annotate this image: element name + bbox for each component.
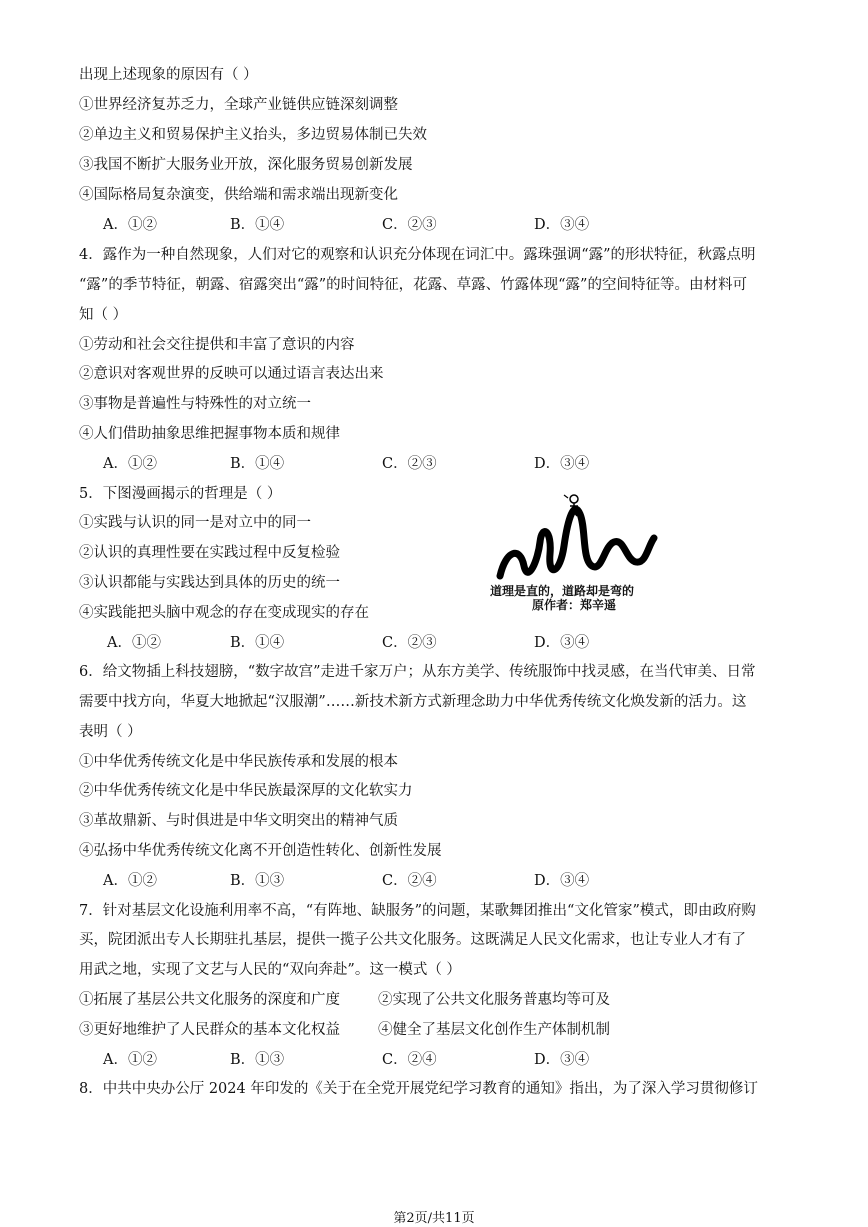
question-8-text: 8．中共中央办公厅 2024 年印发的《关于在全党开展党纪学习教育的通知》指出，为了深入学习贯彻修订 [79, 1081, 758, 1097]
question-4-text: 知（ ） [79, 307, 128, 323]
question-7-text: 7．针对基层文化设施利用率不高，“有阵地、缺服务”的问题，某歌舞团推出“文化管家”模式，即由政府购 [79, 903, 756, 919]
option-d[interactable]: D．③④ [534, 456, 590, 472]
question-6-text: 表明（ ） [79, 724, 142, 740]
option-c[interactable]: C．②③ [382, 635, 437, 651]
option-b[interactable]: B．①④ [230, 635, 285, 651]
statement-item: ②认识的真理性要在实践过程中反复检验 [79, 545, 340, 561]
question-4-text: 4．露作为一种自然现象，人们对它的观察和认识充分体现在词汇中。露珠强调“露”的形状特征，秋露点明 [79, 247, 756, 263]
question-7-text: 用武之地，实现了文艺与人民的“双向奔赴”。这一模式（ ） [79, 962, 461, 978]
statement-item: ④国际格局复杂演变，供给端和需求端出现新变化 [79, 187, 398, 203]
statement-item: ③认识都能与实践达到具体的历史的统一 [79, 575, 340, 591]
statement-item: ④实践能把头脑中观念的存在变成现实的存在 [79, 605, 369, 621]
statement-item: ①世界经济复苏乏力，全球产业链供应链深刻调整 [79, 97, 398, 113]
cartoon-author: 原作者：郑辛遥 [532, 598, 617, 612]
option-d[interactable]: D．③④ [534, 1052, 590, 1068]
option-c[interactable]: C．②④ [382, 1052, 437, 1068]
option-d[interactable]: D．③④ [534, 635, 590, 651]
question-stem: 出现上述现象的原因有（ ） [79, 67, 258, 83]
statement-item: ③更好地维护了人民群众的基本文化权益 [79, 1022, 340, 1038]
statement-item: ②实现了公共文化服务普惠均等可及 [378, 992, 610, 1008]
statement-item: ④健全了基层文化创作生产体制机制 [378, 1022, 610, 1038]
option-d[interactable]: D．③④ [534, 217, 590, 233]
winding-road-drawing [486, 490, 666, 585]
statement-item: ②单边主义和贸易保护主义抬头，多边贸易体制已失效 [79, 127, 427, 143]
statement-item: ②意识对客观世界的反映可以通过语言表达出来 [79, 366, 384, 382]
statement-item: ①实践与认识的同一是对立中的同一 [79, 515, 311, 531]
option-a[interactable]: A．①② [103, 456, 157, 472]
question-6-text: 需要中找方向，华夏大地掀起“汉服潮”……新技术新方式新理念助力中华优秀传统文化焕发新的活力。这 [79, 694, 747, 710]
statement-item: ④弘扬中华优秀传统文化离不开创造性转化、创新性发展 [79, 843, 442, 859]
statement-item: ③革故鼎新、与时俱进是中华文明突出的精神气质 [79, 813, 398, 829]
statement-item: ①拓展了基层公共文化服务的深度和广度 [79, 992, 340, 1008]
page-number: 第2页/共11页 [393, 1211, 475, 1226]
option-b[interactable]: B．①④ [230, 217, 285, 233]
cartoon-image [486, 490, 666, 615]
option-b[interactable]: B．①④ [230, 456, 285, 472]
statement-item: ②中华优秀传统文化是中华民族最深厚的文化软实力 [79, 783, 413, 799]
option-c[interactable]: C．②④ [382, 873, 437, 889]
question-4-text: “露”的季节特征，朝露、宿露突出“露”的时间特征，花露、草露、竹露体现“露”的空间特征等。由材料可 [79, 277, 747, 293]
option-b[interactable]: B．①③ [230, 1052, 285, 1068]
option-b[interactable]: B．①③ [230, 873, 285, 889]
option-a[interactable]: A．①② [103, 217, 157, 233]
option-a[interactable]: A．①② [107, 635, 161, 651]
statement-item: ①劳动和社会交往提供和丰富了意识的内容 [79, 337, 355, 353]
statement-item: ①中华优秀传统文化是中华民族传承和发展的根本 [79, 754, 398, 770]
cartoon-caption: 道理是直的，道路却是弯的 [490, 584, 635, 598]
question-7-text: 买，院团派出专人长期驻扎基层，提供一揽子公共文化服务。这既满足人民文化需求，也让专业人才有了 [79, 932, 746, 948]
question-5-stem: 5．下图漫画揭示的哲理是（ ） [79, 486, 282, 502]
option-c[interactable]: C．②③ [382, 456, 437, 472]
option-a[interactable]: A．①② [103, 1052, 157, 1068]
question-6-text: 6．给文物插上科技翅膀，“数字故宫”走进千家万户；从东方美学、传统服饰中找灵感，在当代审美、日常 [79, 664, 756, 680]
statement-item: ③我国不断扩大服务业开放，深化服务贸易创新发展 [79, 157, 413, 173]
option-c[interactable]: C．②③ [382, 217, 437, 233]
option-a[interactable]: A．①② [103, 873, 157, 889]
statement-item: ③事物是普遍性与特殊性的对立统一 [79, 396, 311, 412]
statement-item: ④人们借助抽象思维把握事物本质和规律 [79, 426, 340, 442]
option-d[interactable]: D．③④ [534, 873, 590, 889]
